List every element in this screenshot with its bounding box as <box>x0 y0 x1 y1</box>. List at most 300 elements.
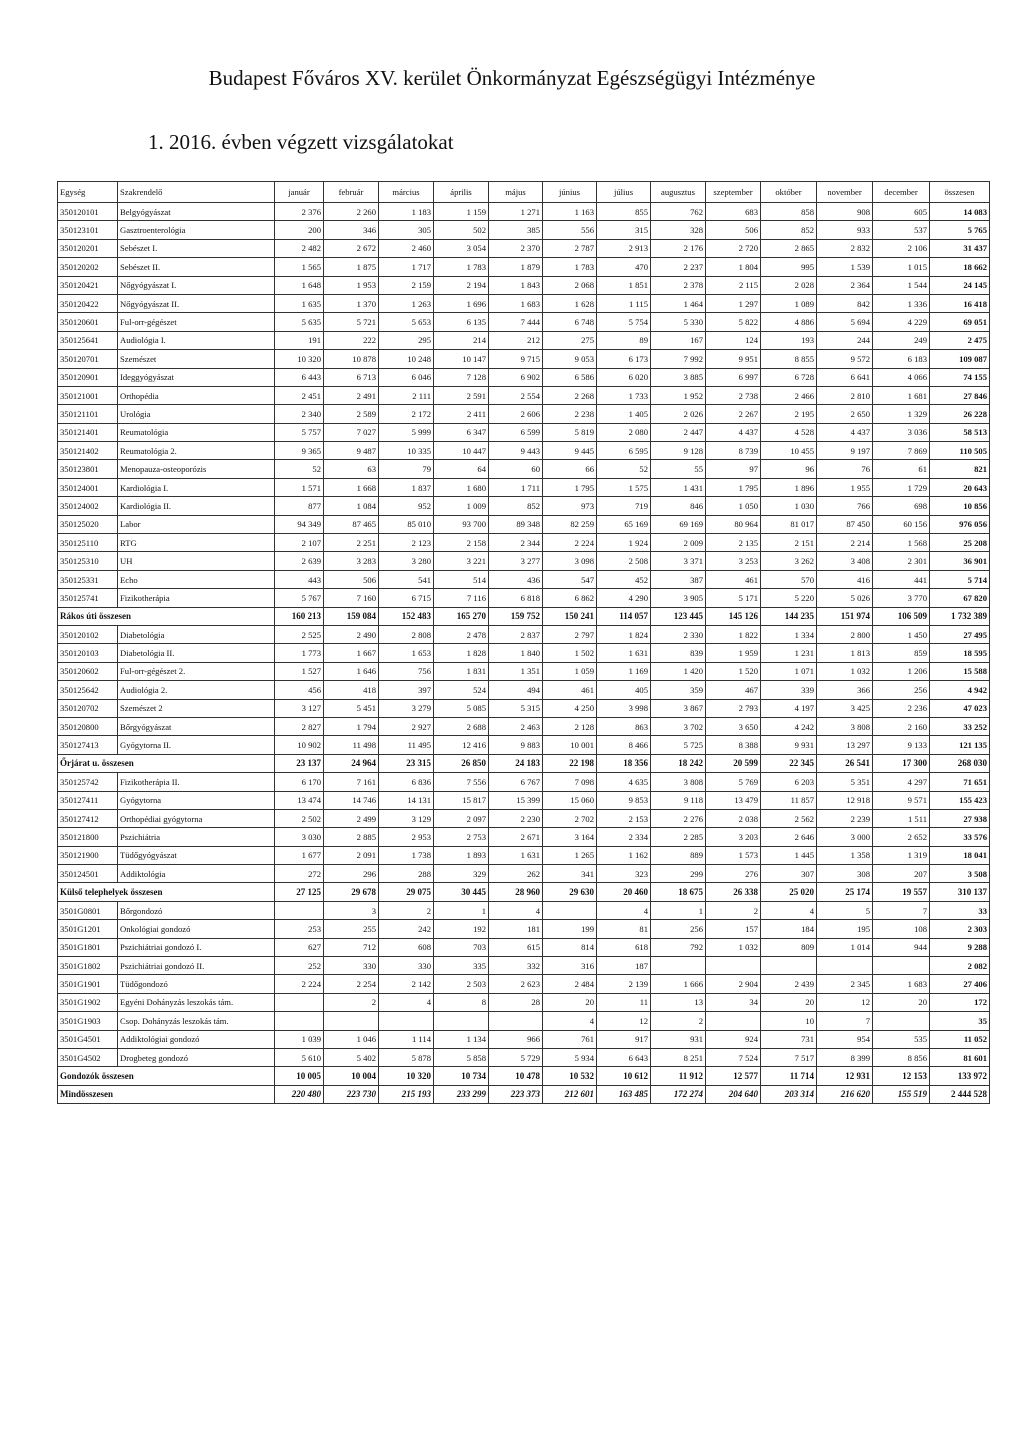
month-value: 13 479 <box>706 791 761 809</box>
unit-code: 350120202 <box>58 258 118 276</box>
month-value: 1 059 <box>543 662 597 680</box>
month-value: 52 <box>275 460 324 478</box>
month-value: 323 <box>597 865 651 883</box>
department-name: Tüdőgondozó <box>118 975 275 993</box>
department-name: Reumatológia 2. <box>118 442 275 460</box>
month-value: 76 <box>817 460 873 478</box>
month-value: 2 376 <box>275 203 324 221</box>
month-value: 2 491 <box>324 386 379 404</box>
month-value: 15 817 <box>434 791 489 809</box>
department-name: Sebészet I. <box>118 239 275 257</box>
month-value: 1 631 <box>597 644 651 662</box>
month-value: 1 696 <box>434 294 489 312</box>
month-value: 9 571 <box>873 791 930 809</box>
row-total: 18 662 <box>930 258 990 276</box>
month-value: 244 <box>817 331 873 349</box>
month-value: 3 905 <box>651 589 706 607</box>
month-value: 556 <box>543 221 597 239</box>
row-total: 35 <box>930 1012 990 1030</box>
month-value: 20 599 <box>706 754 761 772</box>
month-value: 10 147 <box>434 350 489 368</box>
subtotal-label: Gondozók összesen <box>58 1067 275 1085</box>
unit-code: 350120701 <box>58 350 118 368</box>
month-value: 8 <box>434 993 489 1011</box>
month-value: 12 416 <box>434 736 489 754</box>
month-value: 20 <box>761 993 817 1011</box>
month-value: 341 <box>543 865 597 883</box>
month-value: 1 351 <box>489 662 543 680</box>
month-value: 15 399 <box>489 791 543 809</box>
month-value: 10 532 <box>543 1067 597 1085</box>
month-value: 145 126 <box>706 607 761 625</box>
month-value: 2 652 <box>873 828 930 846</box>
unit-code: 350121402 <box>58 442 118 460</box>
month-value: 23 137 <box>275 754 324 772</box>
table-row <box>58 975 990 993</box>
month-value: 9 133 <box>873 736 930 754</box>
month-value: 9 572 <box>817 350 873 368</box>
month-value: 809 <box>761 938 817 956</box>
month-value: 537 <box>873 221 930 239</box>
month-value: 2 254 <box>324 975 379 993</box>
row-total: 268 030 <box>930 754 990 772</box>
month-value: 842 <box>817 294 873 312</box>
month-value: 2 153 <box>597 809 651 827</box>
month-value <box>434 1012 489 1030</box>
subtotal-row <box>58 754 990 772</box>
department-name: Urológia <box>118 405 275 423</box>
unit-code: 350121900 <box>58 846 118 864</box>
month-value: 167 <box>651 331 706 349</box>
month-value: 1 667 <box>324 644 379 662</box>
month-value: 2 753 <box>434 828 489 846</box>
month-value: 1 265 <box>543 846 597 864</box>
month-value: 2 808 <box>379 625 434 643</box>
month-value: 81 <box>597 920 651 938</box>
month-value: 3 129 <box>379 809 434 827</box>
month-value: 756 <box>379 662 434 680</box>
unit-code: 350120901 <box>58 368 118 386</box>
row-total: 47 023 <box>930 699 990 717</box>
month-value: 3 098 <box>543 552 597 570</box>
document-subtitle: 1. 2016. évben végzett vizsgálatokat <box>148 130 454 154</box>
month-value: 2 904 <box>706 975 761 993</box>
month-value: 863 <box>597 717 651 735</box>
month-value: 6 170 <box>275 773 324 791</box>
month-value: 5 878 <box>379 1048 434 1066</box>
month-value: 2 097 <box>434 809 489 827</box>
month-value: 3 702 <box>651 717 706 735</box>
department-name: Labor <box>118 515 275 533</box>
month-value: 1 319 <box>873 846 930 864</box>
month-value: 1 162 <box>597 846 651 864</box>
month-value: 889 <box>651 846 706 864</box>
month-value: 195 <box>817 920 873 938</box>
table-row <box>58 625 990 643</box>
month-value: 159 084 <box>324 607 379 625</box>
month-value: 2 793 <box>706 699 761 717</box>
department-name: Gyógytorna II. <box>118 736 275 754</box>
month-value: 3 770 <box>873 589 930 607</box>
month-value: 69 169 <box>651 515 706 533</box>
month-value: 3 203 <box>706 828 761 846</box>
subtotal-row <box>58 607 990 625</box>
department-name: Echo <box>118 570 275 588</box>
table-row <box>58 386 990 404</box>
month-value: 5 934 <box>543 1048 597 1066</box>
month-value: 192 <box>434 920 489 938</box>
month-value: 2 091 <box>324 846 379 864</box>
department-name: Diabetológia <box>118 625 275 643</box>
month-value: 5 757 <box>275 423 324 441</box>
column-header: július <box>597 182 651 203</box>
row-total: 18 595 <box>930 644 990 662</box>
month-value: 2 800 <box>817 625 873 643</box>
month-value: 2 135 <box>706 534 761 552</box>
table-row <box>58 993 990 1011</box>
month-value: 2 702 <box>543 809 597 827</box>
month-value: 26 338 <box>706 883 761 901</box>
department-name: Diabetológia II. <box>118 644 275 662</box>
month-value: 5 171 <box>706 589 761 607</box>
month-value: 9 853 <box>597 791 651 809</box>
month-value: 2 106 <box>873 239 930 257</box>
row-total: 15 588 <box>930 662 990 680</box>
month-value: 1 822 <box>706 625 761 643</box>
month-value: 2 194 <box>434 276 489 294</box>
month-value: 5 635 <box>275 313 324 331</box>
month-value: 10 612 <box>597 1067 651 1085</box>
month-value: 307 <box>761 865 817 883</box>
month-value: 242 <box>379 920 434 938</box>
month-value: 5 822 <box>706 313 761 331</box>
column-header: február <box>324 182 379 203</box>
month-value: 10 478 <box>489 1067 543 1085</box>
month-value: 385 <box>489 221 543 239</box>
month-value: 1 571 <box>275 478 324 496</box>
month-value: 1 370 <box>324 294 379 312</box>
month-value: 1 297 <box>706 294 761 312</box>
department-name: Sebészet II. <box>118 258 275 276</box>
month-value: 2 460 <box>379 239 434 257</box>
unit-code: 350125331 <box>58 570 118 588</box>
month-value: 30 445 <box>434 883 489 901</box>
unit-code: 350120702 <box>58 699 118 717</box>
month-value: 2 344 <box>489 534 543 552</box>
row-total: 25 208 <box>930 534 990 552</box>
row-total: 33 <box>930 901 990 919</box>
month-value: 5 315 <box>489 699 543 717</box>
department-name: Ful-orr-gégészet <box>118 313 275 331</box>
month-value: 852 <box>761 221 817 239</box>
month-value: 6 443 <box>275 368 324 386</box>
month-value: 3 867 <box>651 699 706 717</box>
department-name: Drogbeteg gondozó <box>118 1048 275 1066</box>
subtotal-label: Külső telephelyek összesen <box>58 883 275 901</box>
month-value: 1 334 <box>761 625 817 643</box>
month-value: 28 960 <box>489 883 543 901</box>
month-value: 6 599 <box>489 423 543 441</box>
month-value: 335 <box>434 957 489 975</box>
month-value: 7 160 <box>324 589 379 607</box>
row-total: 155 423 <box>930 791 990 809</box>
month-value: 299 <box>651 865 706 883</box>
unit-code: 350120422 <box>58 294 118 312</box>
month-value: 1 183 <box>379 203 434 221</box>
unit-code: 350125741 <box>58 589 118 607</box>
month-value <box>761 957 817 975</box>
month-value: 2 650 <box>817 405 873 423</box>
month-value: 4 <box>761 901 817 919</box>
row-total: 2 444 528 <box>930 1085 990 1103</box>
month-value: 2 720 <box>706 239 761 257</box>
month-value: 3 221 <box>434 552 489 570</box>
table-row <box>58 313 990 331</box>
month-value: 8 739 <box>706 442 761 460</box>
month-value: 12 577 <box>706 1067 761 1085</box>
month-value: 2 236 <box>873 699 930 717</box>
month-value <box>275 901 324 919</box>
month-value: 255 <box>324 920 379 938</box>
month-value: 9 883 <box>489 736 543 754</box>
month-value: 220 480 <box>275 1085 324 1103</box>
month-value: 5 694 <box>817 313 873 331</box>
table-row <box>58 773 990 791</box>
month-value: 6 728 <box>761 368 817 386</box>
month-value: 3 371 <box>651 552 706 570</box>
month-value: 1 527 <box>275 662 324 680</box>
month-value: 329 <box>434 865 489 883</box>
month-value: 5 754 <box>597 313 651 331</box>
month-value: 6 641 <box>817 368 873 386</box>
month-value: 1 783 <box>543 258 597 276</box>
month-value: 295 <box>379 331 434 349</box>
month-value: 315 <box>597 221 651 239</box>
table-row <box>58 1012 990 1030</box>
month-value: 5 729 <box>489 1048 543 1066</box>
month-value: 792 <box>651 938 706 956</box>
month-value: 29 630 <box>543 883 597 901</box>
month-value: 18 675 <box>651 883 706 901</box>
month-value: 1 783 <box>434 258 489 276</box>
department-name: UH <box>118 552 275 570</box>
department-name: Gyógytorna <box>118 791 275 809</box>
month-value: 1 573 <box>706 846 761 864</box>
month-value: 852 <box>489 497 543 515</box>
month-value: 9 951 <box>706 350 761 368</box>
month-value: 10 320 <box>379 1067 434 1085</box>
month-value: 17 300 <box>873 754 930 772</box>
month-value: 2 267 <box>706 405 761 423</box>
month-value <box>873 1012 930 1030</box>
month-value: 87 465 <box>324 515 379 533</box>
month-value: 1 575 <box>597 478 651 496</box>
month-value: 2 <box>651 1012 706 1030</box>
month-value: 1 828 <box>434 644 489 662</box>
month-value: 24 964 <box>324 754 379 772</box>
table-row <box>58 276 990 294</box>
department-name: Gasztroenterológia <box>118 221 275 239</box>
month-value: 2 364 <box>817 276 873 294</box>
month-value: 456 <box>275 681 324 699</box>
month-value: 2 623 <box>489 975 543 993</box>
month-value: 14 131 <box>379 791 434 809</box>
month-value: 1 773 <box>275 644 324 662</box>
month-value: 222 <box>324 331 379 349</box>
table-row <box>58 920 990 938</box>
row-total: 2 082 <box>930 957 990 975</box>
row-total: 2 303 <box>930 920 990 938</box>
table-row <box>58 478 990 496</box>
month-value: 332 <box>489 957 543 975</box>
month-value: 366 <box>817 681 873 699</box>
month-value: 4 <box>543 1012 597 1030</box>
column-header: Egység <box>58 182 118 203</box>
department-name: Szemészet <box>118 350 275 368</box>
table-row <box>58 589 990 607</box>
month-value: 6 020 <box>597 368 651 386</box>
month-value: 159 752 <box>489 607 543 625</box>
month-value: 199 <box>543 920 597 938</box>
month-value: 1 953 <box>324 276 379 294</box>
table-row <box>58 258 990 276</box>
month-value: 5 999 <box>379 423 434 441</box>
month-value <box>873 957 930 975</box>
month-value: 2 <box>324 993 379 1011</box>
table-row <box>58 460 990 478</box>
month-value: 9 443 <box>489 442 543 460</box>
table-row <box>58 865 990 883</box>
month-value: 79 <box>379 460 434 478</box>
month-value: 23 315 <box>379 754 434 772</box>
month-value: 441 <box>873 570 930 588</box>
month-value: 1 071 <box>761 662 817 680</box>
row-total: 74 155 <box>930 368 990 386</box>
month-value: 1 <box>434 901 489 919</box>
month-value: 1 431 <box>651 478 706 496</box>
month-value: 514 <box>434 570 489 588</box>
month-value: 11 857 <box>761 791 817 809</box>
month-value: 7 556 <box>434 773 489 791</box>
month-value: 608 <box>379 938 434 956</box>
month-value: 1 015 <box>873 258 930 276</box>
month-value: 10 005 <box>275 1067 324 1085</box>
month-value: 24 183 <box>489 754 543 772</box>
department-name: Audiológia I. <box>118 331 275 349</box>
table-row <box>58 846 990 864</box>
month-value: 5 721 <box>324 313 379 331</box>
column-header: Szakrendelő <box>118 182 275 203</box>
month-value: 627 <box>275 938 324 956</box>
row-total: 27 938 <box>930 809 990 827</box>
month-value: 52 <box>597 460 651 478</box>
month-value: 152 483 <box>379 607 434 625</box>
month-value: 63 <box>324 460 379 478</box>
month-value: 570 <box>761 570 817 588</box>
month-value: 917 <box>597 1030 651 1048</box>
month-value: 187 <box>597 957 651 975</box>
month-value: 2 589 <box>324 405 379 423</box>
month-value: 2 260 <box>324 203 379 221</box>
month-value: 2 490 <box>324 625 379 643</box>
month-value: 2 525 <box>275 625 324 643</box>
month-value: 1 450 <box>873 625 930 643</box>
unit-code: 3501G1201 <box>58 920 118 938</box>
month-value: 931 <box>651 1030 706 1048</box>
month-value: 2 009 <box>651 534 706 552</box>
month-value: 12 918 <box>817 791 873 809</box>
unit-code: 350123101 <box>58 221 118 239</box>
month-value: 10 320 <box>275 350 324 368</box>
table-row <box>58 828 990 846</box>
month-value: 330 <box>379 957 434 975</box>
month-value: 184 <box>761 920 817 938</box>
month-value: 10 878 <box>324 350 379 368</box>
row-total: 110 505 <box>930 442 990 460</box>
month-value: 25 020 <box>761 883 817 901</box>
department-name: Ful-orr-gégészet 2. <box>118 662 275 680</box>
department-name: Orthopédia <box>118 386 275 404</box>
month-value: 20 460 <box>597 883 651 901</box>
month-value: 1 084 <box>324 497 379 515</box>
table-row <box>58 497 990 515</box>
month-value: 5 451 <box>324 699 379 717</box>
month-value: 207 <box>873 865 930 883</box>
month-value: 858 <box>761 203 817 221</box>
month-value: 2 251 <box>324 534 379 552</box>
month-value: 4 242 <box>761 717 817 735</box>
month-value: 204 640 <box>706 1085 761 1103</box>
month-value: 6 183 <box>873 350 930 368</box>
month-value: 11 912 <box>651 1067 706 1085</box>
department-name: Belgyógyászat <box>118 203 275 221</box>
department-name: Kardiológia I. <box>118 478 275 496</box>
row-total: 33 252 <box>930 717 990 735</box>
month-value: 29 678 <box>324 883 379 901</box>
table-row <box>58 331 990 349</box>
month-value: 2 554 <box>489 386 543 404</box>
month-value: 96 <box>761 460 817 478</box>
month-value <box>651 957 706 975</box>
unit-code: 350125642 <box>58 681 118 699</box>
month-value: 1 115 <box>597 294 651 312</box>
month-value: 19 557 <box>873 883 930 901</box>
month-value: 2 688 <box>434 717 489 735</box>
month-value: 2 832 <box>817 239 873 257</box>
month-value: 1 329 <box>873 405 930 423</box>
table-row <box>58 644 990 662</box>
month-value: 9 128 <box>651 442 706 460</box>
month-value: 144 235 <box>761 607 817 625</box>
month-value: 405 <box>597 681 651 699</box>
unit-code: 350120101 <box>58 203 118 221</box>
column-header: összesen <box>930 182 990 203</box>
month-value: 6 203 <box>761 773 817 791</box>
month-value: 2 953 <box>379 828 434 846</box>
unit-code: 350121101 <box>58 405 118 423</box>
row-total: 26 228 <box>930 405 990 423</box>
month-value: 2 885 <box>324 828 379 846</box>
month-value: 1 206 <box>873 662 930 680</box>
row-total: 11 052 <box>930 1030 990 1048</box>
month-value: 2 639 <box>275 552 324 570</box>
month-value: 18 242 <box>651 754 706 772</box>
month-value: 108 <box>873 920 930 938</box>
month-value: 215 193 <box>379 1085 434 1103</box>
month-value: 1 568 <box>873 534 930 552</box>
month-value: 467 <box>706 681 761 699</box>
month-value: 2 <box>706 901 761 919</box>
